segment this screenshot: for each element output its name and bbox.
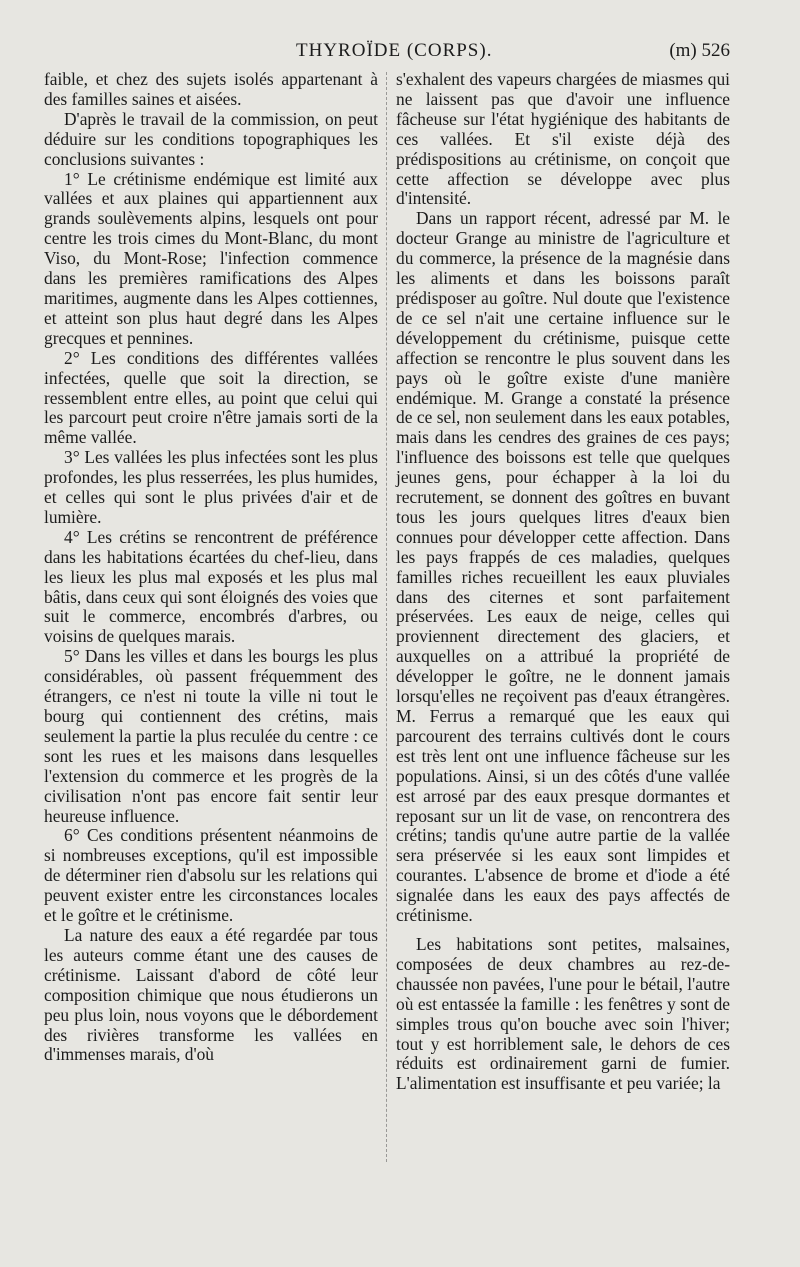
paragraph: D'après le travail de la commission, on peut déduire sur les conditions topographiques les conclusions suivantes : bbox=[44, 108, 378, 169]
column-divider bbox=[386, 72, 387, 1162]
paragraph: 3° Les vallées les plus infectées sont les plus profondes, les plus resserrées, les plus humides, et celles qui sont le plus privées d'air et de lumière. bbox=[44, 447, 378, 527]
paragraph: La nature des eaux a été regardée par tous les auteurs comme étant une des causes de crétinisme. Laissant d'abord de côté leur composition chimique que nous étudierons un peu plus loin, nous voyons que le débordement des rivières transforme les vallées en d'immenses marais, d'où bbox=[44, 924, 378, 1065]
left-column bbox=[44, 70, 378, 1065]
paragraph: 1° Le crétinisme endémique est limité aux vallées et aux plaines qui appartiennent aux grands soulèvements alpins, lesquels ont pour centre les trois cimes du Mont-Blanc, du mont Viso, du Mont-Rose; l'infection commence dans les premières ramifications des Alpes maritimes, augmente dans les Alpes cottiennes, et atteint son plus haut degré dans les Alpes grecques et pennines. bbox=[44, 168, 378, 348]
paragraph: s'exhalent des vapeurs chargées de miasmes qui ne laissent pas que d'avoir une influence fâcheuse sur l'état hygiénique des habitants de ces vallées. Et s'il existe déjà des prédispositions au crétinisme, on conçoit que cette affection se développe avec plus d'intensité. bbox=[396, 69, 730, 209]
paragraph: Les habitations sont petites, malsaines, composées de deux chambres au rez-de-chaussée non pavées, l'une pour le bétail, l'autre où est entassée la famille : les fenêtres y sont de simples trous qu'on bouche avec soin l'hiver; tout y est horriblement sale, le dehors de ces réduits est ordinairement garni de fumier. L'alimentation est insuffisante et peu variée; la bbox=[396, 933, 730, 1094]
paragraph: 2° Les conditions des différentes vallées infectées, quelle que soit la direction, se ressemblent entre elles, au point que celui qui les parcourt peut croire n'être jamais sorti de la même vallée. bbox=[44, 347, 378, 448]
page-number: (m) 526 bbox=[669, 40, 730, 61]
paragraph: Dans un rapport récent, adressé par M. le docteur Grange au ministre de l'agriculture et du commerce, la présence de la magnésie dans les aliments et dans les boissons paraît prédisposer au goître. Nul doute que l'existence de ce sel n'ait une certaine influence sur le développement du crétinisme, puisque cette affection se rencontre le plus souvent dans les pays où le goître existe d'une manière endémique. M. Grange a constaté la présence de ce sel, non seulement dans les eaux potables, mais dans les cendres des graines de ces pays; l'influence des boissons est telle que quelques jeunes gens, pour échapper à la loi du recrutement, se donnent des goîtres en buvant tous les jours quelques litres d'eaux bien connues pour développer cette affection. Dans les pays frappés de ces maladies, quelques familles riches recueillent les eaux pluviales dans des citernes et sont parfaitement préservées. Les eaux de neige, celles qui proviennent directement des glaciers, et auxquelles on a attribué la propriété de développer le goître, ne le donnent jamais lorsqu'elles ne reçoivent pas d'eaux étrangères. M. Ferrus a remarqué que les eaux qui parcourent des terrains cultivés dont le cours est très lent ont une influence fâcheuse sur les populations. Ainsi, si un des côtés d'une vallée est arrosé par des eaux presque dormantes et reposant sur un lit de vase, on rencontrera des crétins; tandis qu'une autre partie de la vallée sera préservée si les eaux sont limpides et courantes. L'absence de brome et d'iode a été signalée dans les eaux des pays affectés de crétinisme. bbox=[396, 208, 730, 926]
paragraph: 4° Les crétins se rencontrent de préférence dans les habitations écartées du chef-lieu, dans les lieux les plus mal exposés et les plus mal bâtis, dans ceux qui sont éloignés des voies que suit le commerce, encombrés d'arbres, ou voisins de quelques marais. bbox=[44, 526, 378, 647]
paragraph: 6° Ces conditions présentent néanmoins de si nombreuses exceptions, qu'il est impossible de déterminer rien d'absolu sur les relations qui peuvent exister entre les circonstances locales et le goître et le crétinisme. bbox=[44, 825, 378, 926]
running-title: THYROÏDE (CORPS). bbox=[296, 40, 493, 61]
page-header bbox=[44, 40, 730, 64]
paragraph: faible, et chez des sujets isolés appartenant à des familles saines et aisées. bbox=[44, 69, 378, 109]
paragraph: 5° Dans les villes et dans les bourgs les plus considérables, où passent fréquemment des étrangers, ce n'est ni toute la ville ni tout le bourg qui contiennent des crétins, mais seulement la partie la plus reculée du centre : ce sont les rues et les maisons dans lesquelles l'extension du commerce et les progrès de la civilisation n'ont pas encore fait sentir leur heureuse influence. bbox=[44, 646, 378, 826]
right-column bbox=[396, 70, 730, 1094]
